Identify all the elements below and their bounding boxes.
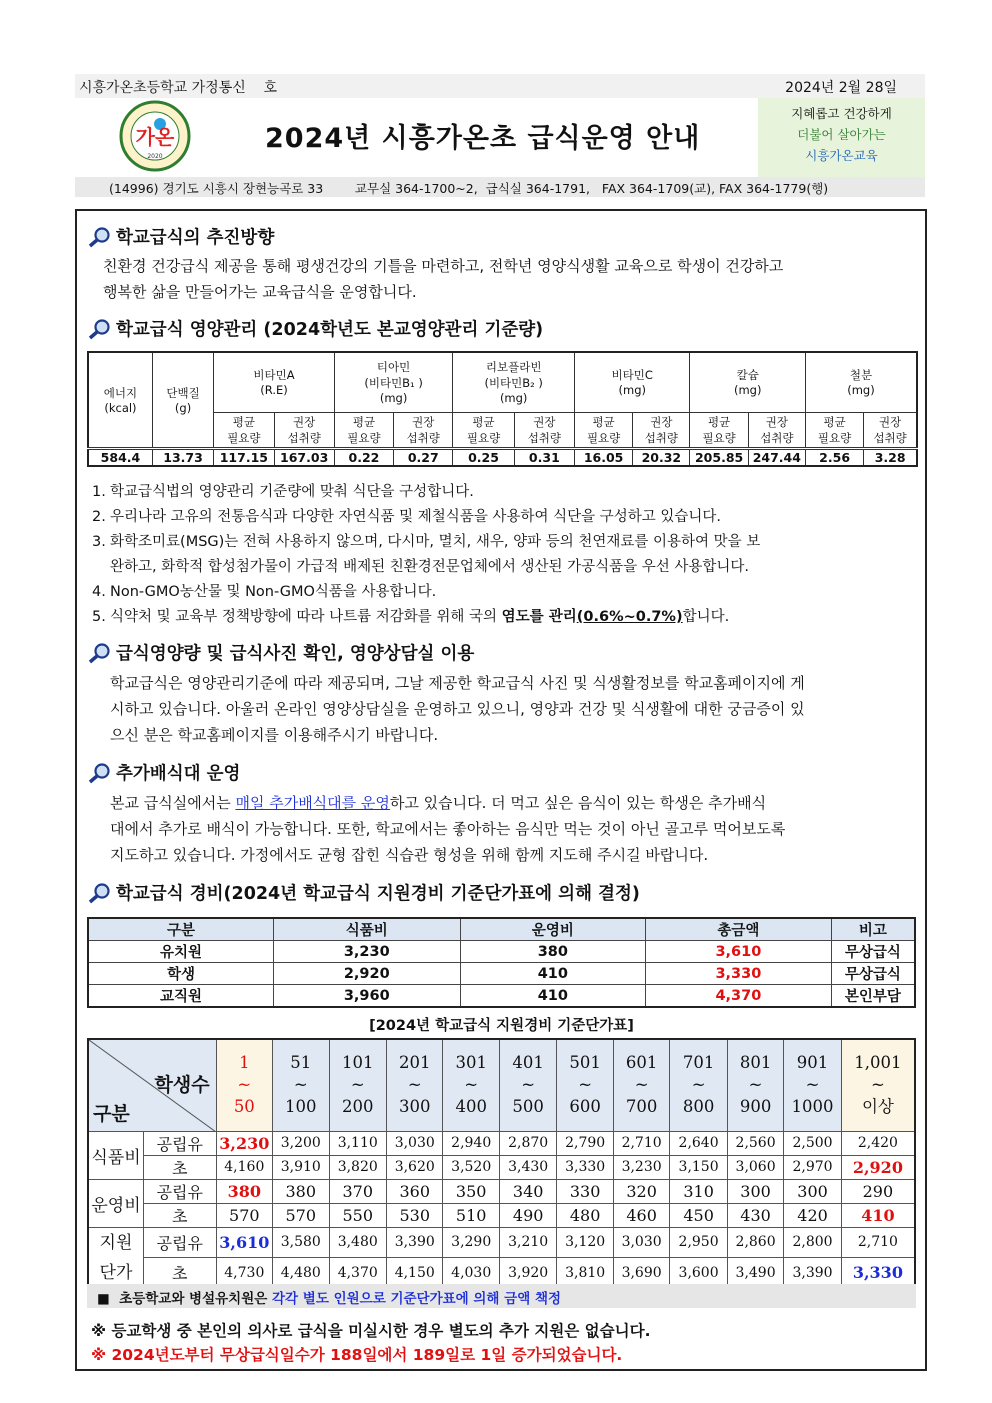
section-title-text: 학교급식의 추진방향 xyxy=(116,228,275,248)
avg-requirement-header: 평균 필요량 xyxy=(805,412,863,448)
unit-price-cell: 380 xyxy=(216,1179,272,1203)
text-line: 학교급식은 영양관리기준에 따라 제공되며, 그날 제공한 학교급식 사진 및 식생활정보를 학교홈페이지에 게 xyxy=(110,674,805,692)
unit-price-cell: 4,150 xyxy=(387,1258,443,1289)
table-row xyxy=(88,1179,915,1203)
table-row xyxy=(88,1131,915,1155)
photos-text xyxy=(110,670,805,748)
unit-price-cell: 2,790 xyxy=(557,1131,613,1155)
cost-header-cell: 구분 xyxy=(88,918,273,941)
unit-price-cell: 3,030 xyxy=(613,1227,669,1258)
avg-requirement-header: 평균 필요량 xyxy=(334,412,393,448)
school-address: (14996) 경기도 시흥시 장현능곡로 33 교무실 364-1700~2, 급식실 364-1791, FAX 364-1709(교), FAX 364-1779(행) xyxy=(75,177,925,197)
unit-price-cell: 3,290 xyxy=(443,1227,499,1258)
note-free-meal-days: ※ 2024년도부터 무상급식일수가 188일에서 189일로 1일 증가되었습니다. xyxy=(91,1346,623,1364)
nutrition-standard-table xyxy=(87,351,918,467)
cost-cell: 3,230 xyxy=(273,941,460,963)
unit-price-cell: 510 xyxy=(443,1203,499,1227)
unit-price-cell: 4,730 xyxy=(216,1258,272,1289)
student-range-header: 601 ~ 700 xyxy=(613,1039,669,1131)
section-title-extra-serving xyxy=(88,760,240,785)
sub-label: 공립유 xyxy=(143,1179,216,1203)
highlight-link: 매일 추가배식대를 운영 xyxy=(235,794,390,812)
nutrient-value: 20.32 xyxy=(633,448,690,466)
recommended-intake-header: 권장 섭취량 xyxy=(864,412,917,448)
unit-price-cell: 3,330 xyxy=(557,1155,613,1179)
unit-price-cell: 2,560 xyxy=(727,1131,783,1155)
logo-year: 2020 xyxy=(147,153,163,160)
page-title: 2024년 시흥가온초 급식운영 안내 xyxy=(265,123,701,154)
unit-price-cell: 3,120 xyxy=(557,1227,613,1258)
unit-price-cell: 290 xyxy=(841,1179,915,1203)
meal-cost-table xyxy=(87,917,916,1008)
calcium-header: 칼슘 (mg) xyxy=(690,352,805,412)
nutrient-value: 16.05 xyxy=(575,448,633,466)
section-title-text: 학교급식 영양관리 (2024학년도 본교영양관리 기준량) xyxy=(116,320,544,340)
table-row xyxy=(88,985,915,1008)
magnifier-icon xyxy=(88,642,112,664)
cost-header-cell: 비고 xyxy=(831,918,915,941)
unit-price-cell: 3,200 xyxy=(273,1131,329,1155)
corner-cell xyxy=(88,1039,216,1131)
unit-price-cell: 310 xyxy=(670,1179,727,1203)
unit-price-cell: 530 xyxy=(387,1203,443,1227)
recommended-intake-header: 권장 섭취량 xyxy=(394,412,453,448)
text-line: 으신 분은 학교홈페이지를 이용해주시기 바랍니다. xyxy=(110,726,439,744)
thiamin-header: 티아민 (비타민B₁ ) (mg) xyxy=(334,352,453,412)
energy-header: 에너지 (kcal) xyxy=(88,352,152,448)
avg-requirement-header: 평균 필요량 xyxy=(690,412,748,448)
recommended-intake-header: 권장 섭취량 xyxy=(274,412,334,448)
unit-price-cell: 490 xyxy=(499,1203,556,1227)
unit-price-cell: 3,210 xyxy=(499,1227,556,1258)
table-row xyxy=(88,1155,915,1179)
unit-price-cell: 320 xyxy=(613,1179,669,1203)
nutrition-policy-list xyxy=(92,480,760,630)
nutrient-value: 117.15 xyxy=(214,448,274,466)
unit-price-cell: 2,970 xyxy=(784,1155,841,1179)
direction-text xyxy=(103,253,783,305)
unit-price-cell: 2,500 xyxy=(784,1131,841,1155)
unit-price-cell: 3,600 xyxy=(670,1258,727,1289)
student-range-header: 201 ~ 300 xyxy=(387,1039,443,1131)
cost-cell: 2,920 xyxy=(273,963,460,985)
vitamin-a-header: 비타민A (R.E) xyxy=(214,352,335,412)
table-row xyxy=(88,1203,915,1227)
unit-price-cell: 4,480 xyxy=(273,1258,329,1289)
group-label: 운영비 xyxy=(88,1179,143,1227)
unit-price-cell: 3,520 xyxy=(443,1155,499,1179)
unit-price-cell: 2,710 xyxy=(613,1131,669,1155)
cost-cell: 유치원 xyxy=(88,941,273,963)
table-row xyxy=(88,963,915,985)
section-title-cost xyxy=(88,880,640,905)
sub-label: 초 xyxy=(143,1203,216,1227)
unit-price-cell: 2,640 xyxy=(670,1131,727,1155)
cost-header-cell: 식품비 xyxy=(273,918,460,941)
student-range-header: 801 ~ 900 xyxy=(727,1039,783,1131)
cost-header-cell: 운영비 xyxy=(460,918,646,941)
section-title-text: 학교급식 경비(2024년 학교급식 지원경비 기준단가표에 의해 결정) xyxy=(116,884,640,904)
nutrient-value: 0.22 xyxy=(334,448,393,466)
list-item: 3. 화학조미료(MSG)는 전혀 사용하지 않으며, 다시마, 멸치, 새우, 양파 등의 천연재료를 이용하여 맛을 보 xyxy=(92,534,761,550)
unit-price-cell: 3,230 xyxy=(613,1155,669,1179)
list-item: 5. 식약처 및 교육부 정책방향에 따라 나트륨 저감화를 위해 국의 염도를 관리(0.6%~0.7%)합니다. xyxy=(92,609,730,625)
unit-price-cell: 3,230 xyxy=(216,1131,272,1155)
nutrient-value: 247.44 xyxy=(748,448,805,466)
unit-price-cell: 480 xyxy=(557,1203,613,1227)
text-line: 지도하고 있습니다. 가정에서도 균형 잡힌 식습관 형성을 위해 함께 지도해 주시길 바랍니다. xyxy=(110,846,709,864)
newsletter-topline xyxy=(75,74,925,98)
unit-price-cell: 3,330 xyxy=(841,1258,915,1289)
text-line: 행복한 삶을 만들어가는 교육급식을 운영합니다. xyxy=(103,283,417,301)
unit-price-cell: 330 xyxy=(557,1179,613,1203)
unit-price-cell: 2,870 xyxy=(499,1131,556,1155)
logo-text: 가온 xyxy=(135,125,175,149)
student-range-header: 701 ~ 800 xyxy=(670,1039,727,1131)
unit-price-cell: 570 xyxy=(273,1203,329,1227)
school-motto xyxy=(758,98,925,178)
unit-price-cell: 2,860 xyxy=(727,1227,783,1258)
recommended-intake-header: 권장 섭취량 xyxy=(514,412,574,448)
list-item: 1. 학교급식법의 영양관리 기준량에 맞춰 식단을 구성합니다. xyxy=(92,484,474,500)
nutrient-value: 0.31 xyxy=(514,448,574,466)
cost-cell: 교직원 xyxy=(88,985,273,1008)
section-title-direction xyxy=(88,224,274,249)
cost-cell: 3,330 xyxy=(646,963,832,985)
unit-price-cell: 2,710 xyxy=(841,1227,915,1258)
unit-price-cell: 4,030 xyxy=(443,1258,499,1289)
table-row xyxy=(88,941,915,963)
vitamin-c-header: 비타민C (mg) xyxy=(575,352,690,412)
unit-price-cell: 3,620 xyxy=(387,1155,443,1179)
text-line: 본교 급식실에서는 매일 추가배식대를 운영하고 있습니다. 더 먹고 싶은 음식이 있는 학생은 추가배식 xyxy=(110,794,767,812)
sub-label: 초 xyxy=(143,1155,216,1179)
group-label: 지원 단가 xyxy=(88,1227,143,1289)
nutrient-value: 2.56 xyxy=(805,448,863,466)
group-label: 식품비 xyxy=(88,1131,143,1179)
student-range-header: 301 ~ 400 xyxy=(443,1039,499,1131)
student-range-header: 101 ~ 200 xyxy=(329,1039,386,1131)
unit-price-cell: 3,580 xyxy=(273,1227,329,1258)
magnifier-icon xyxy=(88,882,112,904)
unit-price-cell: 570 xyxy=(216,1203,272,1227)
extra-serving-text xyxy=(110,790,785,868)
student-range-header: 1 ~ 50 xyxy=(216,1039,272,1131)
magnifier-icon xyxy=(88,226,112,248)
student-range-header: 501 ~ 600 xyxy=(557,1039,613,1131)
magnifier-icon xyxy=(88,762,112,784)
unit-price-cell: 4,160 xyxy=(216,1155,272,1179)
nutrient-value: 584.4 xyxy=(88,448,152,466)
unit-price-cell: 410 xyxy=(841,1203,915,1227)
newsletter-date: 2024년 2월 28일 xyxy=(785,80,897,96)
student-range-header: 1,001 ~ 이상 xyxy=(841,1039,915,1131)
unit-price-cell: 300 xyxy=(727,1179,783,1203)
unit-price-cell: 550 xyxy=(329,1203,386,1227)
unit-price-cell: 380 xyxy=(273,1179,329,1203)
unit-price-table xyxy=(87,1038,916,1290)
cost-cell: 410 xyxy=(460,985,646,1008)
unit-price-cell: 2,420 xyxy=(841,1131,915,1155)
unit-price-cell: 3,390 xyxy=(387,1227,443,1258)
avg-requirement-header: 평균 필요량 xyxy=(575,412,633,448)
newsletter-number: 시흥가온초등학교 가정통신 호 xyxy=(79,80,278,96)
cost-cell: 무상급식 xyxy=(831,941,915,963)
list-item: 4. Non-GMO농산물 및 Non-GMO식품을 사용합니다. xyxy=(92,584,437,600)
cost-cell: 학생 xyxy=(88,963,273,985)
unit-price-cell: 3,390 xyxy=(784,1258,841,1289)
unit-price-cell: 4,370 xyxy=(329,1258,386,1289)
nutrient-value: 13.73 xyxy=(152,448,213,466)
section-title-photos xyxy=(88,640,474,665)
motto-line-2: 더불어 살아가는 xyxy=(797,127,886,142)
avg-requirement-header: 평균 필요량 xyxy=(453,412,514,448)
unit-price-cell: 3,030 xyxy=(387,1131,443,1155)
unit-price-cell: 3,490 xyxy=(727,1258,783,1289)
student-range-header: 401 ~ 500 xyxy=(499,1039,556,1131)
school-emblem-icon xyxy=(108,100,202,172)
cost-cell: 410 xyxy=(460,963,646,985)
cost-cell: 무상급식 xyxy=(831,963,915,985)
unit-price-cell: 3,690 xyxy=(613,1258,669,1289)
text-line: 시하고 있습니다. 아울러 온라인 영양상담실을 운영하고 있으니, 영양과 건강 및 식생활에 대한 궁금증이 있 xyxy=(110,700,805,718)
unit-price-cell: 3,810 xyxy=(557,1258,613,1289)
section-title-text: 추가배식대 운영 xyxy=(116,764,241,784)
unit-price-cell: 3,820 xyxy=(329,1155,386,1179)
unit-price-cell: 460 xyxy=(613,1203,669,1227)
avg-requirement-header: 평균 필요량 xyxy=(214,412,274,448)
motto-line-1: 지혜롭고 건강하게 xyxy=(791,106,892,121)
nutrient-value: 0.27 xyxy=(394,448,453,466)
unit-price-cell: 3,920 xyxy=(499,1258,556,1289)
unit-price-cell: 420 xyxy=(784,1203,841,1227)
sub-label: 공립유 xyxy=(143,1131,216,1155)
cost-cell: 4,370 xyxy=(646,985,832,1008)
unit-price-cell: 2,950 xyxy=(670,1227,727,1258)
unit-price-cell: 350 xyxy=(443,1179,499,1203)
text-line: 대에서 추가로 배식이 가능합니다. 또한, 학교에서는 좋아하는 음식만 먹는 것이 아닌 골고루 먹어보도록 xyxy=(110,820,786,838)
unit-price-cell: 430 xyxy=(727,1203,783,1227)
nutrient-value: 0.25 xyxy=(453,448,514,466)
list-item: 완하고, 화학적 합성첨가물이 가급적 배제된 친환경전문업체에서 생산된 가공식품을 우선 사용합니다. xyxy=(110,559,749,575)
corner-bottom-label: 구분 xyxy=(93,1102,130,1125)
document-header xyxy=(75,98,925,178)
sub-label: 공립유 xyxy=(143,1227,216,1258)
notes xyxy=(91,1319,650,1367)
unit-price-cell: 340 xyxy=(499,1179,556,1203)
note-absent: ※ 등교학생 중 본인의 의사로 급식을 미실시한 경우 별도의 추가 지원은 없습니다. xyxy=(91,1322,651,1340)
nutrient-value: 3.28 xyxy=(864,448,917,466)
unit-price-cell: 3,610 xyxy=(216,1227,272,1258)
cost-cell: 본인부담 xyxy=(831,985,915,1008)
recommended-intake-header: 권장 섭취량 xyxy=(748,412,805,448)
magnifier-icon xyxy=(88,318,112,340)
student-range-header: 901 ~ 1000 xyxy=(784,1039,841,1131)
text-line: 친환경 건강급식 제공을 통해 평생건강의 기틀을 마련하고, 전학년 영양식생활 교육으로 학생이 건강하고 xyxy=(103,257,784,275)
unit-price-cell: 3,110 xyxy=(329,1131,386,1155)
unit-price-cell: 370 xyxy=(329,1179,386,1203)
list-item: 2. 우리나라 고유의 전통음식과 다양한 자연식품 및 제철식품을 사용하여 식단을 구성하고 있습니다. xyxy=(92,509,721,525)
section-title-nutrition xyxy=(88,316,543,341)
student-range-header: 51 ~ 100 xyxy=(273,1039,329,1131)
cost-cell: 3,960 xyxy=(273,985,460,1008)
unit-price-cell: 3,910 xyxy=(273,1155,329,1179)
unit-price-cell: 360 xyxy=(387,1179,443,1203)
table-row xyxy=(88,1227,915,1258)
nutrient-value: 205.85 xyxy=(690,448,748,466)
corner-top-label: 학생수 xyxy=(154,1074,210,1096)
cost-cell: 380 xyxy=(460,941,646,963)
unit-price-cell: 3,480 xyxy=(329,1227,386,1258)
cost-cell: 3,610 xyxy=(646,941,832,963)
sub-label: 초 xyxy=(143,1258,216,1289)
note-kindergarten: ■ 초등학교와 병설유치원은 각각 별도 인원으로 기준단가표에 의해 금액 책정 xyxy=(87,1284,916,1308)
protein-header: 단백질 (g) xyxy=(152,352,213,448)
unit-price-title: [2024년 학교급식 지원경비 기준단가표] xyxy=(369,1018,634,1034)
unit-price-cell: 3,430 xyxy=(499,1155,556,1179)
motto-line-3: 시흥가온교육 xyxy=(805,148,878,163)
unit-price-cell: 450 xyxy=(670,1203,727,1227)
unit-price-cell: 3,150 xyxy=(670,1155,727,1179)
recommended-intake-header: 권장 섭취량 xyxy=(633,412,690,448)
unit-price-cell: 300 xyxy=(784,1179,841,1203)
cost-header-cell: 총금액 xyxy=(646,918,832,941)
riboflavin-header: 리보플라빈 (비타민B₂ ) (mg) xyxy=(453,352,575,412)
section-title-text: 급식영양량 및 급식사진 확인, 영양상담실 이용 xyxy=(116,644,475,664)
unit-price-cell: 2,940 xyxy=(443,1131,499,1155)
unit-price-cell: 2,920 xyxy=(841,1155,915,1179)
unit-price-cell: 2,800 xyxy=(784,1227,841,1258)
iron-header: 철분 (mg) xyxy=(805,352,917,412)
nutrient-value: 167.03 xyxy=(274,448,334,466)
unit-price-cell: 3,060 xyxy=(727,1155,783,1179)
